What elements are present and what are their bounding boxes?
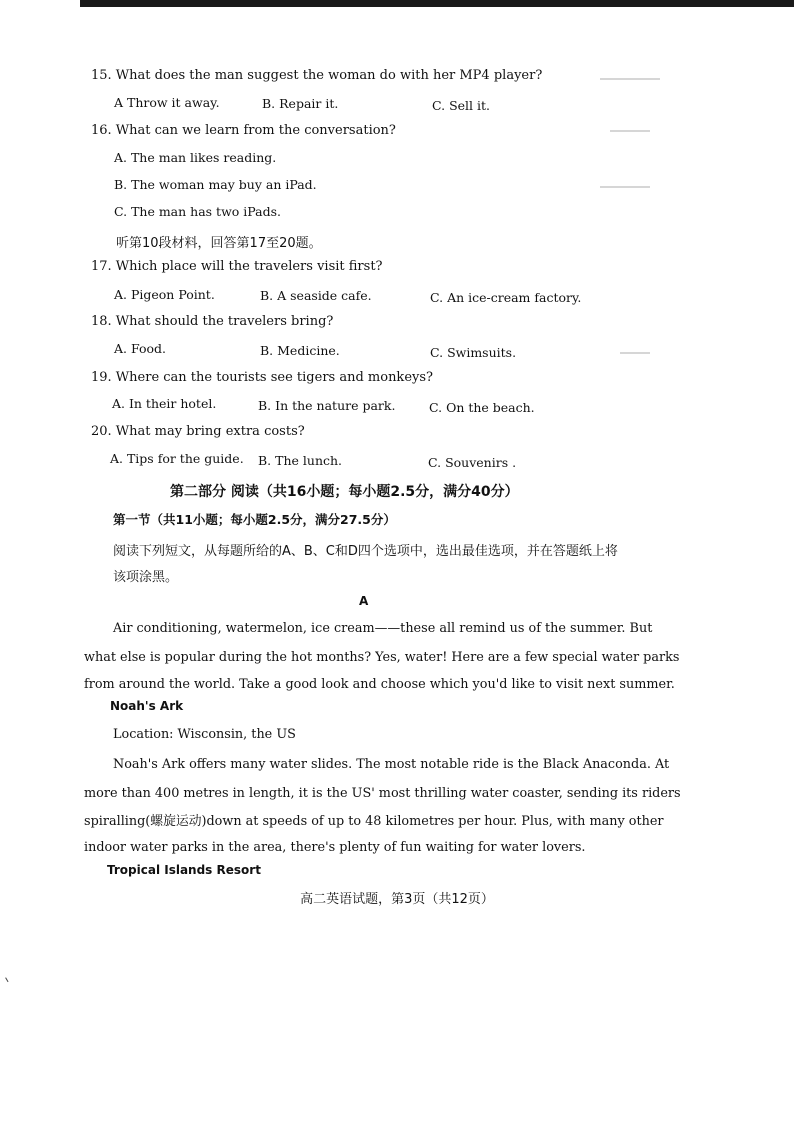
bleed-through-mark [610, 130, 650, 132]
passage-intro-line3: from around the world. Take a good look and choose which you'd like to visit next summer. [84, 677, 675, 692]
passage-intro-line1: Air conditioning, watermelon, ice cream——these all remind us of the summer. But [113, 621, 653, 636]
q16-option-a: A. The man likes reading. [114, 150, 277, 165]
park1-location: Location: Wisconsin, the US [113, 727, 296, 742]
reading-instruction-line1: 阅读下列短文，从每题所给的A、B、C和D四个选项中，选出最佳选项，并在答题纸上将 [113, 544, 618, 559]
part2-title: 第二部分 阅读（共16小题；每小题2.5分，满分40分） [170, 484, 519, 500]
passage-intro-line2: what else is popular during the hot months? Yes, water! Here are a few special water parks [84, 650, 680, 665]
question-17-stem: 17. Which place will the travelers visit first? [91, 259, 383, 274]
q18-option-a: A. Food. [114, 341, 166, 356]
question-15-stem: 15. What does the man suggest the woman do with her MP4 player? [91, 68, 543, 83]
park1-text-line2: more than 400 metres in length, it is the US' most thrilling water coaster, sending its riders [84, 786, 681, 801]
scan-top-edge [80, 0, 794, 7]
q18-option-c: C. Swimsuits. [430, 345, 517, 360]
q19-option-b: B. In the nature park. [258, 398, 396, 413]
park1-name: Noah's Ark [110, 699, 184, 713]
q15-option-b: B. Repair it. [262, 96, 339, 111]
page-footer: 高二英语试题，第3页（共12页） [300, 892, 494, 907]
q19-option-c: C. On the beach. [429, 400, 535, 415]
scan-speck [5, 975, 13, 982]
q16-option-b: B. The woman may buy an iPad. [114, 177, 317, 192]
q20-option-a: A. Tips for the guide. [110, 451, 244, 466]
q19-option-a: A. In their hotel. [112, 396, 217, 411]
section1-title: 第一节（共11小题；每小题2.5分，满分27.5分） [113, 512, 396, 527]
park1-text-line4: indoor water parks in the area, there's plenty of fun waiting for water lovers. [84, 840, 586, 855]
bleed-through-mark [620, 352, 650, 354]
q15-option-a: A Throw it away. [114, 95, 220, 110]
q20-option-b: B. The lunch. [258, 453, 343, 468]
reading-instruction-line2: 该项涂黑。 [113, 570, 179, 585]
question-18-stem: 18. What should the travelers bring? [91, 314, 334, 329]
bleed-through-mark [600, 78, 660, 80]
passage-letter: A [359, 594, 369, 608]
q16-option-c: C. The man has two iPads. [114, 204, 281, 219]
q17-option-c: C. An ice-cream factory. [430, 290, 582, 305]
park2-name: Tropical Islands Resort [107, 863, 261, 877]
q18-option-b: B. Medicine. [260, 343, 340, 358]
q20-option-c: C. Souvenirs . [428, 455, 517, 470]
park1-text-line1: Noah's Ark offers many water slides. The most notable ride is the Black Anaconda. At [113, 757, 670, 772]
q17-option-b: B. A seaside cafe. [260, 288, 372, 303]
question-16-stem: 16. What can we learn from the conversation? [91, 123, 396, 138]
question-20-stem: 20. What may bring extra costs? [91, 424, 305, 439]
question-19-stem: 19. Where can the tourists see tigers and monkeys? [91, 370, 433, 385]
bleed-through-mark [600, 186, 650, 188]
listen-instruction: 听第10段材料，回答第17至20题。 [116, 236, 322, 251]
q15-option-c: C. Sell it. [432, 98, 490, 113]
q17-option-a: A. Pigeon Point. [114, 287, 215, 302]
park1-text-line3: spiralling(螺旋运动)down at speeds of up to 48 kilometres per hour. Plus, with many other [84, 814, 664, 829]
